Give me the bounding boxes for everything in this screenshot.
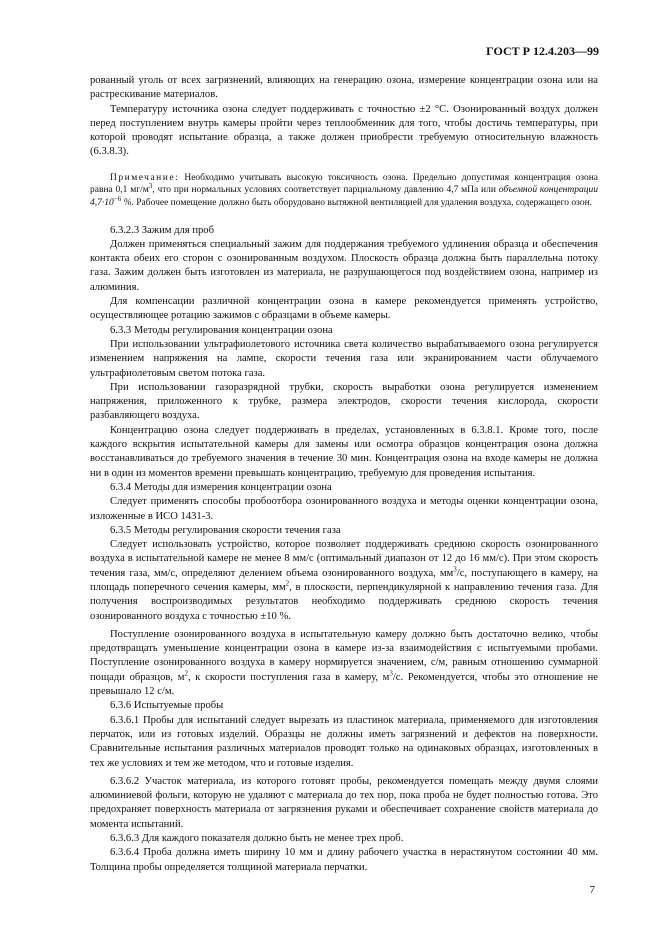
superscript: 3 bbox=[389, 669, 393, 678]
text-run: /с. Рекомендуется, чтобы это отношение не превышало 12 с/м. bbox=[90, 671, 599, 698]
paragraph: рованный уголь от всех загрязнений, влияющих на генерацию озона, измерение концентрации озона или на растрескивание материалов. bbox=[90, 75, 598, 101]
document-body bbox=[90, 74, 598, 875]
text-run: Поступление озонированного воздуха в испытательную камеру должно быть достаточно велико, чтобы предотвращать уменьшение концентрации озона в камере из-за взаимодействия с испытуемыми пробами. Поступление озонированного воздуха в камеру нормируется значением, с/м, равным отношению суммарной пощади образцов, м bbox=[90, 628, 598, 683]
note-text: Рабочее помещение должно быть оборудовано вытяжной вентиляцией для удаления воздуха, содержащего озон. bbox=[133, 197, 593, 208]
paragraph: Следует применять способы пробоотбора озонированного воздуха и методы оценки концентрации озона, изложенные в ИСО 1431-3. bbox=[90, 496, 598, 522]
superscript: 3 bbox=[453, 565, 457, 574]
superscript: −6 bbox=[113, 194, 122, 203]
superscript: 3 bbox=[148, 182, 153, 191]
superscript: 2 bbox=[184, 669, 188, 678]
section-heading: 6.3.2.3 Зажим для проб bbox=[110, 224, 214, 236]
paragraph bbox=[90, 538, 598, 624]
section-heading: 6.3.3 Методы регулирования концентрации озона bbox=[110, 324, 333, 336]
text-run: , в плоскости, перпендикулярной к направлению течения газа. Для получения воспроизводимых результатов необходимо поддерживать среднюю скорость течения озонированного воздуха с точностью ±10 %. bbox=[90, 581, 598, 622]
text-run: , к скорости поступления газа в камеру, м bbox=[187, 671, 390, 683]
document-code-header: ГОСТ Р 12.4.203—99 bbox=[486, 44, 599, 58]
note-italic: %. bbox=[121, 197, 134, 208]
note-italic: объемной концентрации 4,7·10 bbox=[90, 185, 599, 208]
paragraph: 6.3.6.2 Участок материала, из которого готовят пробы, рекомендуется помещать между двумя слоями алюминиевой фольги, которую не удаляют с материала до тех пор, пока проба не будет полностью готова. Это предохраняет поверхность материала от загрязнения руками и обеспечивает сохранение свойств материала до момента испытаний. bbox=[90, 775, 598, 830]
paragraph: При использовании ультрафиолетового источника света количество вырабатываемого озона регулируется изменением напряжения на лампе, скорости течения газа или экранированием части облучаемого ультрафиолетовым светом потока газа. bbox=[90, 338, 598, 379]
paragraph: 6.3.6.1 Пробы для испытаний следует вырезать из пластинок материала, применяемого для изготовления перчаток, или из готовых изделий. Образцы не должны иметь загрязнений и дефектов на поверхности. Сравнительные испытания различных материалов проводят только на одинаковых образцах, изготовленных в тех же условиях и тем же методом, что и готовые изделия. bbox=[90, 714, 598, 769]
text-run: /с, поступающего в камеру, на площадь поперечного сечения камеры, мм bbox=[90, 567, 598, 593]
note-label: Примечание: bbox=[110, 172, 180, 183]
section-heading: 6.3.6 Испытуемые пробы bbox=[110, 700, 224, 712]
superscript: 2 bbox=[285, 579, 290, 588]
section-heading: 6.3.4 Методы для измерения концентрации озона bbox=[110, 481, 332, 493]
paragraph: При использовании газоразрядной трубки, скорость выработки озона регулируется изменением напряжения, приложенного к трубке, размера электродов, скорости течения кислорода, скорости разбавляющего воздуха. bbox=[90, 381, 598, 422]
paragraph: Концентрацию озона следует поддерживать в пределах, установленных в 6.3.8.1. Кроме того, после каждого вскрытия испытательной камеры для замены или осмотра образцов концентрация озона должна восстанавливаться до требуемого значения в течение 30 мин. Концентрация озона на входе камеры не должна ни в один из моментов времени превышать концентрацию, требуемую для проведения испытания. bbox=[90, 424, 598, 479]
paragraph: Для компенсации различной концентрации озона в камере рекомендуется применять устройство, осуществляющее ротацию зажимов с образцами в объеме камеры. bbox=[90, 296, 598, 322]
paragraph: Температуру источника озона следует поддерживать с точностью ±2 °С. Озонированный воздух должен перед поступлением внутрь камеры пройти через теплообменник для того, чтобы достичь температуры, при которой проводят испытание образца, а также должен приобрести требуемую относительную влажность (6.3.8.3). bbox=[90, 103, 598, 158]
paragraph bbox=[90, 628, 598, 699]
section-heading: 6.3.5 Методы регулирования скорости течения газа bbox=[110, 524, 341, 536]
paragraph: Должен применяться специальный зажим для поддержания требуемого удлинения образца и обеспечения контакта обеих его сторон с озонированным воздухом. Плоскость образца должна быть параллельна потоку газа. Зажим должен быть изготовлен из материала, не разрушающегося под воздействием озона, например из алюминия. bbox=[90, 238, 598, 293]
note-text: Необходимо учитывать высокую токсичность озона. Предельно допустимая концентрация озона равна 0,1 мг/м bbox=[90, 172, 598, 196]
note-block bbox=[90, 172, 598, 210]
paragraph: 6.3.6.4 Проба должна иметь ширину 10 мм и длину рабочего участка в нерастянутом состоянии 40 мм. Толщина пробы определяется толщиной материала перчатки. bbox=[90, 847, 598, 873]
text-run: Следует использовать устройство, которое позволяет поддерживать среднюю скорость озонированного воздуха в испытательной камере не менее 8 мм/с (оптимальный диапазон от 12 до 16 мм/с). При этом скорость течения газа, мм/с, определяют делением объема озонированного воздуха, мм bbox=[90, 539, 598, 579]
paragraph: 6.3.6.3 Для каждого показателя должно быть не менее трех проб. bbox=[110, 833, 404, 845]
page-number: 7 bbox=[589, 884, 595, 896]
note-text: , что при нормальных условиях соответствует парциальному давлению 4,7 мПа или bbox=[152, 185, 496, 196]
